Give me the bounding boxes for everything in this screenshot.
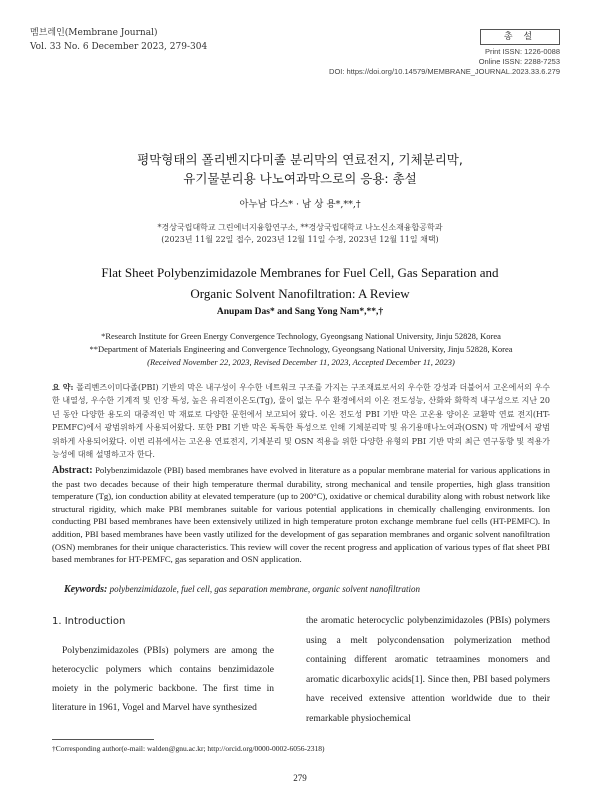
left-paragraph: Polybenzimidazoles (PBIs) polymers are among the heterocyclic polymers which contains benzimidazole moiety in the polymeric backbone. The first time in literature in 1961, Vogel and Marvel have synthesized [52, 646, 274, 713]
korean-authors: 아누남 다스* · 남 상 용*,**,† [239, 199, 361, 210]
english-title [0, 262, 600, 304]
korean-abstract-text: 폴리벤즈이미다졸(PBI) 기반의 막은 내구성이 우수한 네트워크 구조를 가지는 구조재료로서의 우수한 강성과 더불어서 고온에서의 우수한 내열성, 우수한 기계적 및 인장 특성, 높은 유리전이온도(Tg), 물이 없는 무수 환경에서의 이온 전도성능, 산화와 화학적 내구성으로 지난 20년 동안 다양한 용도의 대중적인 막 재료로 다양한 문헌에서 보고되어 왔다. 이온 전도성 PBI 기반 막은 고온용 양이온 교환막 연료 전지(HT-PEMFC)에서 광범위하게 사용되어왔다. 또한 PBI 기반 막은 독특한 특성으로 인해 기체분리막 및 유기용매나노여과(OSN) 막 개발에서 광범위하게 사용되어왔다. 이번 리뷰에서는 고온용 연료전지, 기체분리 및 OSN 적용을 위한 다양한 유형의 PBI 기반 막의 최근 연구동향 및 적용가능성에 대해 설명하고자 한다. [52, 383, 551, 460]
footnote-divider [52, 739, 154, 740]
page-number: 279 [293, 773, 307, 783]
keywords-label: Keywords: [64, 584, 108, 595]
keywords [64, 584, 554, 595]
korean-affiliation-block [0, 222, 600, 246]
english-affiliation-1: *Research Institute for Green Energy Convergence Technology, Gyeongsang National University, Jinju 52828, Korea [101, 331, 501, 341]
doi-link[interactable]: DOI: https://doi.org/10.14579/MEMBRANE_JOURNAL.2023.33.6.279 [329, 67, 560, 76]
body-left-column [52, 612, 274, 718]
english-affiliation-2: **Department of Materials Engineering and Convergence Technology, Gyeongsang National University, Jinju 52828, Korea [89, 344, 513, 354]
body-right-column [306, 612, 550, 729]
english-title-line2: Organic Solvent Nanofiltration: A Review [190, 286, 410, 301]
english-dates: (Received November 22, 2023, Revised December 11, 2023, Accepted December 11, 2023) [147, 357, 455, 367]
korean-title-line2: 유기물분리용 나노여과막으로의 응용: 총설 [183, 171, 417, 186]
english-abstract [52, 464, 550, 566]
english-affiliation-block [34, 330, 568, 369]
english-title-line1: Flat Sheet Polybenzimidazole Membranes for Fuel Cell, Gas Separation and [101, 265, 499, 280]
category-badge: 총 설 [480, 29, 560, 45]
journal-name: 멤브레인(Membrane Journal) [30, 28, 158, 38]
english-abstract-text: Polybenzimidazole (PBI) based membranes have evolved in literature as a popular membrane material for various applications in the past two decades because of their high temperature thermal durability, strong mechanical and tensile properties, high glass transition temperature (Tg), ion conduction ability at elevated temperature (up to 200°C), oxidative or chemical durability along with robust network like structural rigidity, which make PBI membranes suitable for various potential applications in chemically challenging environments. Ion conducting PBI based membranes have been extensively utilized in high temperature proton exchange membrane fuel cells (HT-PEMFC). In addition, PBI based membranes have been vastly utilized for the development of gas separation membranes and organic solvent nanofiltration (OSN) membranes for their unique characteristics. This review will cover the recent progress and application of various types of flat sheet PBI based membranes for HT-PEMFC, gas separation and OSN application. [52, 465, 551, 565]
right-paragraph: the aromatic heterocyclic polybenzimidazoles (PBIs) polymers using a melt polycondensation polymerization method containing different aromatic tetraamines monomers and aromatic dicarboxylic acids[1]. Since then, PBI based polymers have received extensive attention worldwide due to their remarkable physiochemical [306, 616, 550, 724]
online-issn: Online ISSN: 2288-7253 [478, 57, 560, 66]
korean-title [0, 150, 600, 188]
keywords-text: polybenzimidazole, fuel cell, gas separation membrane, organic solvent nanofiltration [109, 584, 420, 594]
section-heading: 1. Introduction [52, 616, 126, 627]
korean-abstract [52, 381, 550, 461]
korean-abstract-label: 요 약: [52, 382, 74, 392]
footnote: †Corresponding author(e-mail: walden@gnu.ac.kr; http://orcid.org/0000-0002-6056-2318) [52, 744, 325, 753]
journal-volume: Vol. 33 No. 6 December 2023, 279-304 [30, 42, 208, 52]
korean-affiliation: *경상국립대학교 그린에너지융합연구소, **경상국립대학교 나노신소재융합공학과 [157, 223, 443, 232]
journal-header [30, 26, 207, 54]
english-authors: Anupam Das* and Sang Yong Nam*,**,† [216, 307, 384, 317]
english-abstract-label: Abstract: [52, 465, 93, 476]
issn-block [329, 47, 560, 77]
korean-dates: (2023년 11월 22일 접수, 2023년 12월 11일 수정, 2023년 12월 11일 채택) [161, 235, 439, 244]
korean-title-line1: 평막형태의 폴리벤지다미졸 분리막의 연료전지, 기체분리막, [137, 152, 463, 167]
print-issn: Print ISSN: 1226-0088 [484, 47, 560, 56]
